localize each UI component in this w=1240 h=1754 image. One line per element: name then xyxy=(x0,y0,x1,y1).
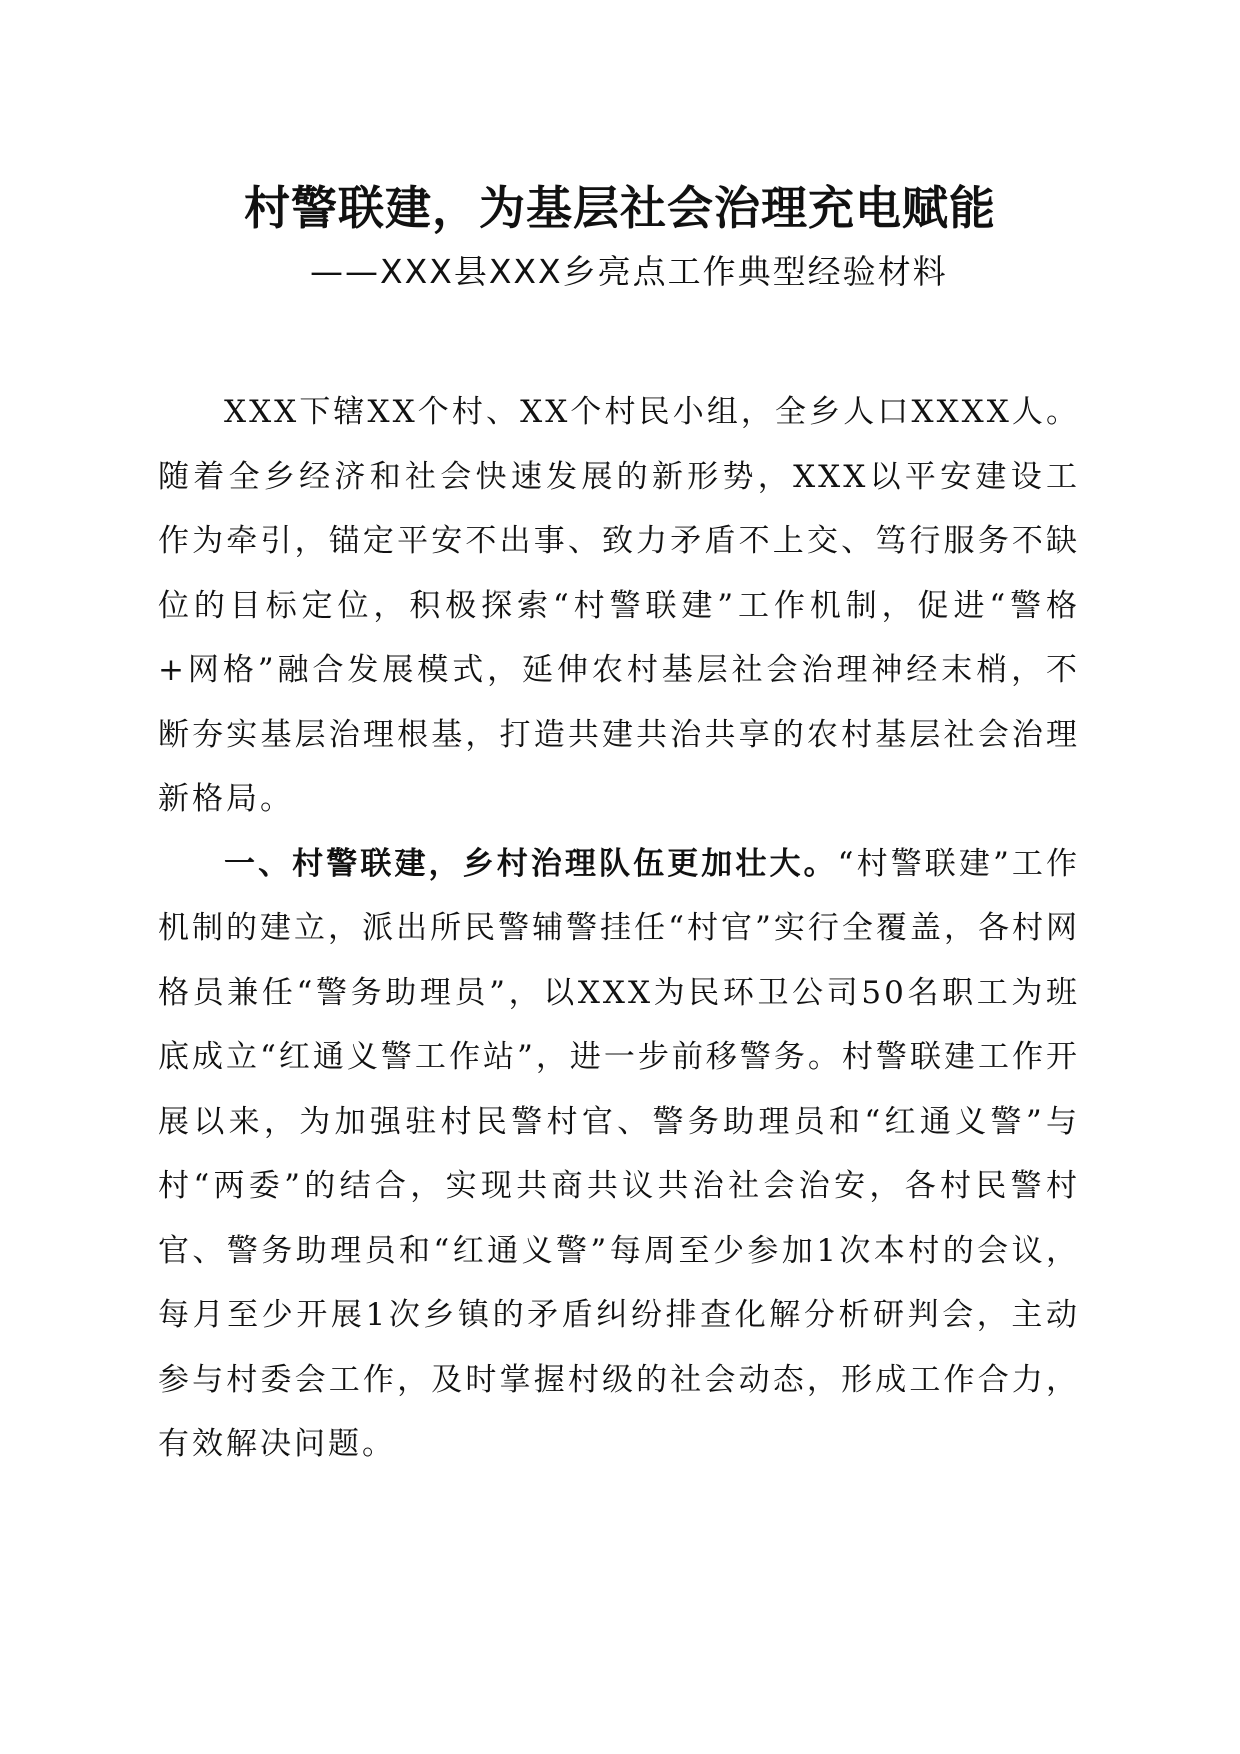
paragraph-intro xyxy=(158,380,1080,832)
paragraph-intro-text: XXX下辖XX个村、XX个村民小组，全乡人口XXXX人。随着全乡经济和社会快速发展的新形势，XXX以平安建设工作为牵引，锚定平安不出事、致力矛盾不上交、笃行服务不缺位的目标定位，积极探索“村警联建”工作机制，促进“警格+网格”融合发展模式，延伸农村基层社会治理神经末梢，不断夯实基层治理根基，打造共建共治共享的农村基层社会治理新格局。 xyxy=(158,394,1080,817)
section-1-text: “村警联建”工作机制的建立，派出所民警辅警挂任“村官”实行全覆盖，各村网格员兼任“警务助理员”，以XXX为民环卫公司50名职工为班底成立“红通义警工作站”，进一步前移警务。村警联建工作开展以来，为加强驻村民警村官、警务助理员和“红通义警”与村“两委”的结合，实现共商共议共治社会治安，各村民警村官、警务助理员和“红通义警”每周至少参加1次本村的会议，每月至少开展1次乡镇的矛盾纠纷排查化解分析研判会，主动参与村委会工作，及时掌握村级的社会动态，形成工作合力，有效解决问题。 xyxy=(158,845,1080,1462)
document-body xyxy=(158,380,1080,1477)
document-subtitle: ——XXX县XXX乡亮点工作典型经验材料 xyxy=(310,252,948,291)
section-1-heading: 一、村警联建，乡村治理队伍更加壮大。 xyxy=(224,845,838,882)
paragraph-section-1 xyxy=(158,832,1080,1477)
document-title: 村警联建，为基层社会治理充电赋能 xyxy=(244,181,996,235)
